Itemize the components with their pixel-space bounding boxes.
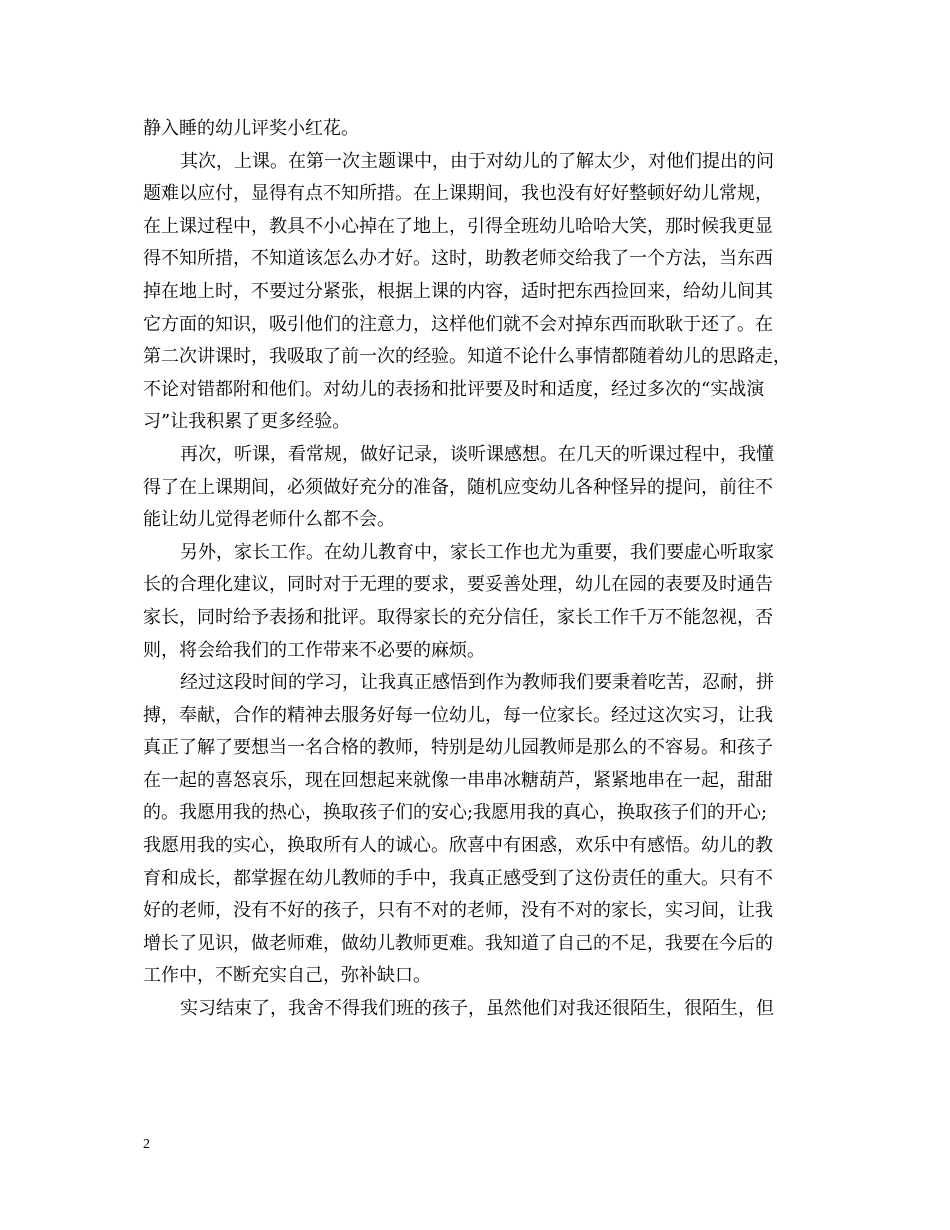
text-line: 育和成长，都掌握在幼儿教师的手中，我真正感受到了这份责任的重大。只有不	[143, 867, 773, 889]
body-text	[143, 113, 808, 1026]
text-line: 搏，奉献，合作的精神去服务好每一位幼儿，每一位家长。经过这次实习，让我	[143, 704, 773, 726]
paragraph-first-line: 其次，上课。在第一次主题课中，由于对幼儿的了解太少，对他们提出的问	[180, 150, 774, 172]
text-line: 我愿用我的实心，换取所有人的诚心。欣喜中有困惑，欢乐中有感悟。幼儿的教	[143, 835, 773, 857]
page-number: 2	[143, 1137, 150, 1152]
text-line: 增长了见识，做老师难，做幼儿教师更难。我知道了自己的不足，我要在今后的	[143, 932, 773, 954]
text-line: 能让幼儿觉得老师什么都不会。	[143, 509, 395, 531]
text-line: 真正了解了要想当一名合格的教师，特别是幼儿园教师是那么的不容易。和孩子	[143, 737, 773, 759]
text-line: 的。我愿用我的热心，换取孩子们的安心;我愿用我的真心，换取孩子们的开心;	[143, 802, 768, 824]
text-line: 第二次讲课时，我吸取了前一次的经验。知道不论什么事情都随着幼儿的思路走，	[143, 346, 791, 368]
text-line: 得不知所措，不知道该怎么办才好。这时，助教老师交给我了一个方法，当东西	[143, 248, 773, 270]
text-line: 长的合理化建议，同时对于无理的要求，要妥善处理，幼儿在园的表要及时通告	[143, 574, 773, 596]
text-line: 它方面的知识，吸引他们的注意力，这样他们就不会对掉东西而耿耿于还了。在	[143, 313, 773, 335]
text-line: 在上课过程中，教具不小心掉在了地上，引得全班幼儿哈哈大笑，那时候我更显	[143, 215, 773, 237]
text-line: 好的老师，没有不好的孩子，只有不对的老师，没有不对的家长，实习间，让我	[143, 900, 773, 922]
paragraph-first-line: 另外，家长工作。在幼儿教育中，家长工作也尤为重要，我们要虚心听取家	[180, 541, 774, 563]
text-line: 掉在地上时，不要过分紧张，根据上课的内容，适时把东西捡回来，给幼儿间其	[143, 280, 773, 302]
paragraph-first-line: 实习结束了，我舍不得我们班的孩子，虽然他们对我还很陌生，很陌生，但	[180, 998, 774, 1020]
text-line: 工作中，不断充实自己，弥补缺口。	[143, 965, 431, 987]
text-line: 则，将会给我们的工作带来不必要的麻烦。	[143, 639, 485, 661]
text-line: 得了在上课期间，必须做好充分的准备，随机应变幼儿各种怪异的提问，前往不	[143, 476, 773, 498]
text-line: 家长，同时给予表扬和批评。取得家长的充分信任，家长工作千万不能忽视，否	[143, 606, 773, 628]
text-line: 静入睡的幼儿评奖小红花。	[143, 118, 359, 139]
text-line: 在一起的喜怒哀乐，现在回想起来就像一串串冰糖葫芦，紧紧地串在一起，甜甜	[143, 769, 773, 791]
text-line: 习”让我积累了更多经验。	[143, 411, 351, 433]
paragraph-first-line: 再次，听课，看常规，做好记录，谈听课感想。在几天的听课过程中，我懂	[180, 443, 774, 465]
paragraph-first-line: 经过这段时间的学习，让我真正感悟到作为教师我们要秉着吃苦，忍耐，拼	[180, 672, 774, 694]
text-line: 题难以应付，显得有点不知所措。在上课期间，我也没有好好整顿好幼儿常规，	[143, 183, 773, 205]
text-line: 不论对错都附和他们。对幼儿的表扬和批评要及时和适度，经过多次的“实战演	[143, 378, 765, 400]
